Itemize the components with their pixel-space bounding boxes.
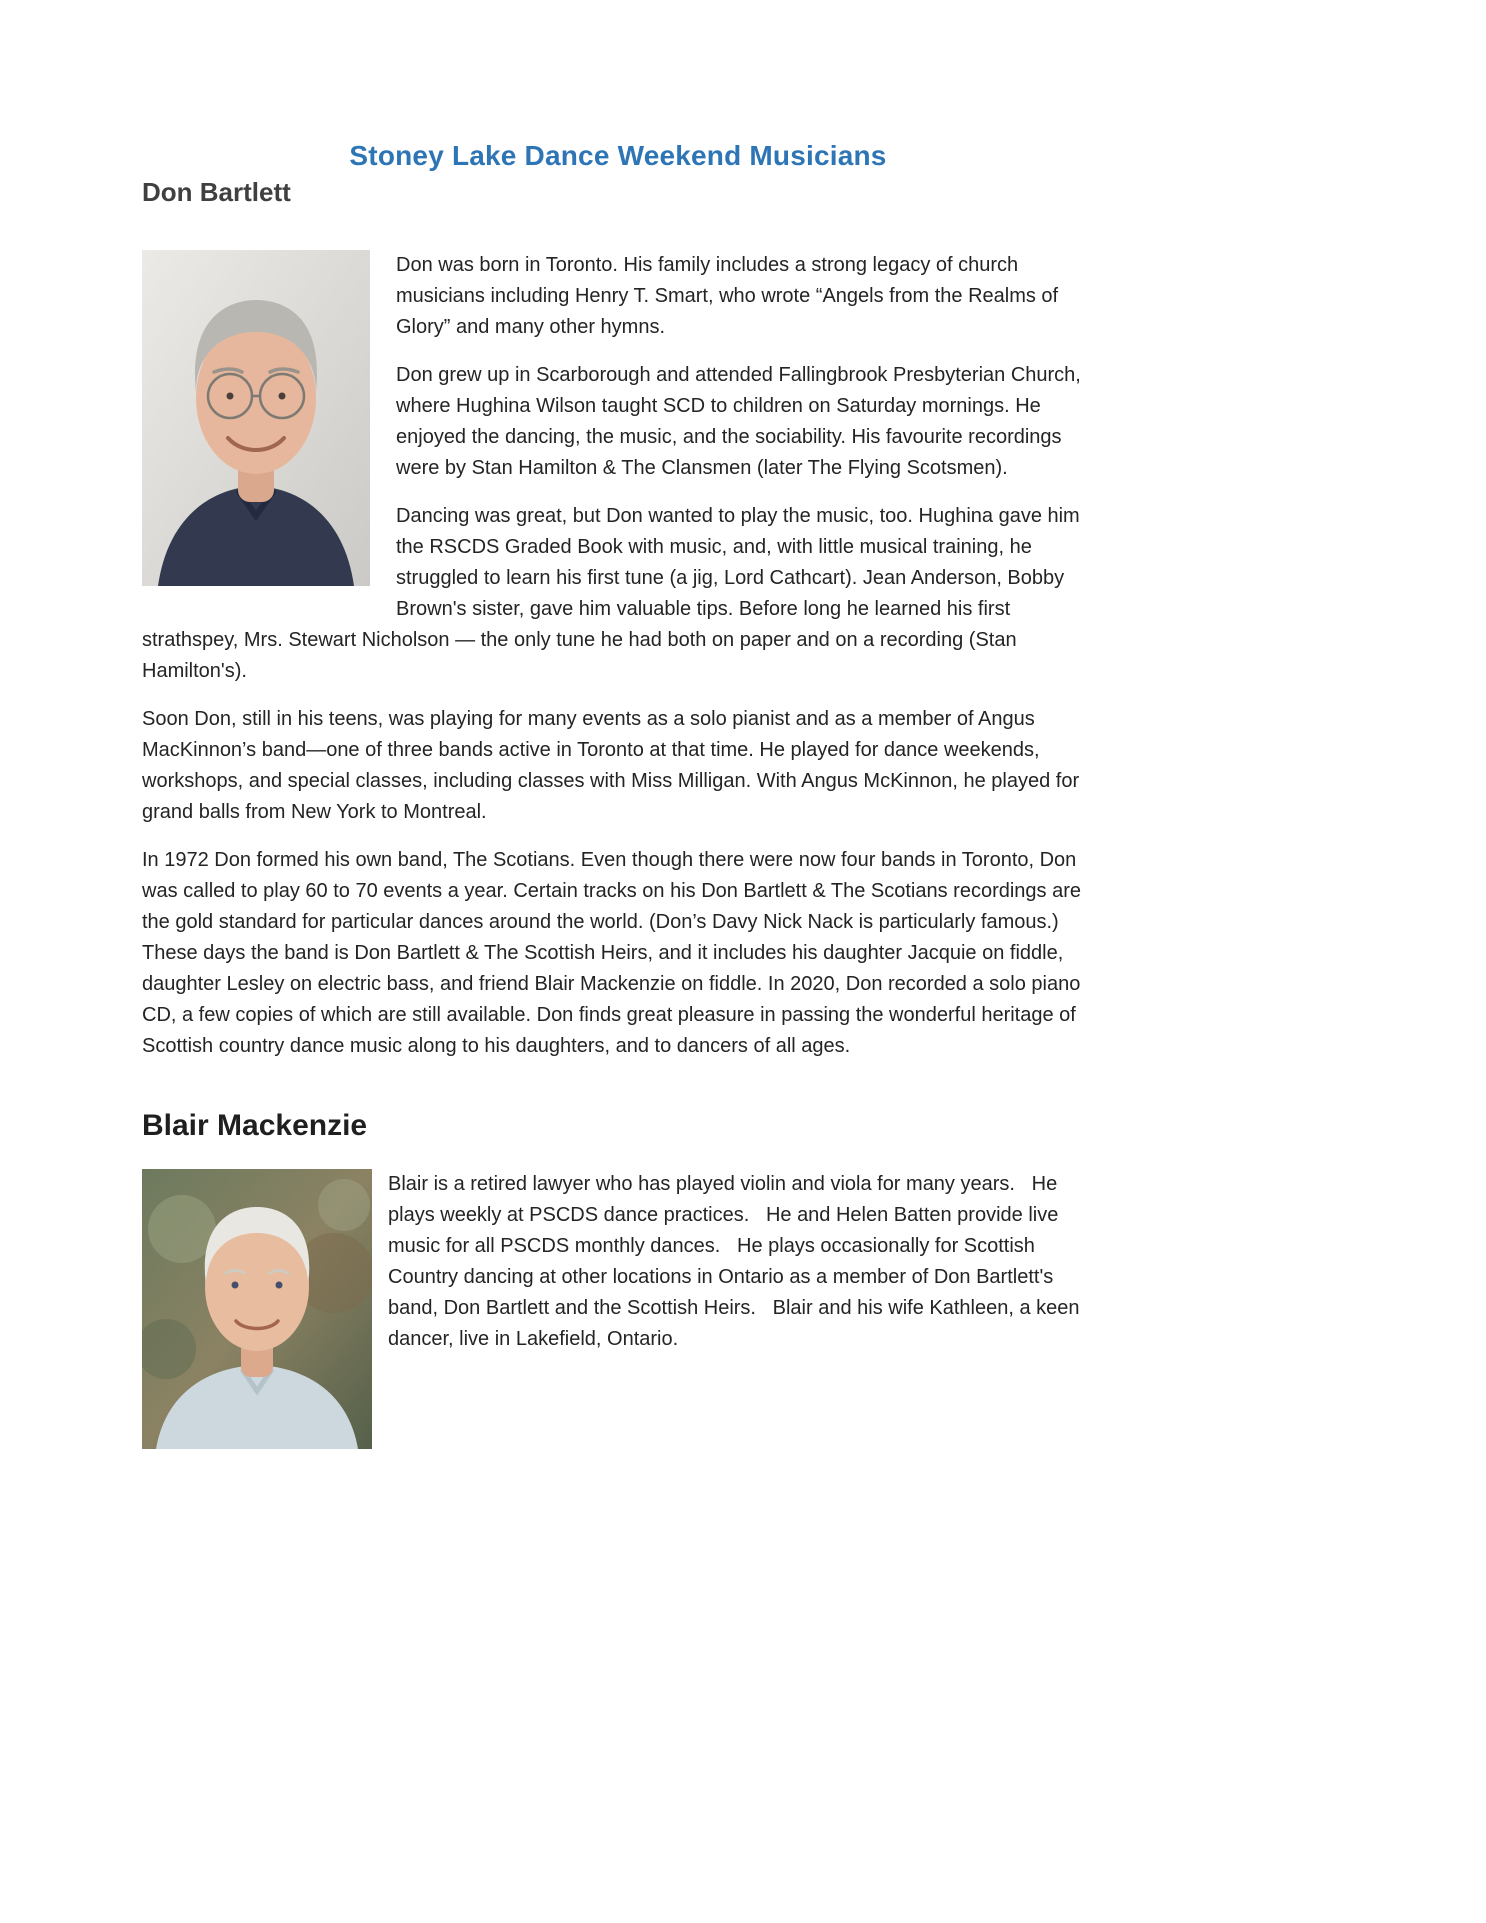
don-bartlett-photo bbox=[142, 250, 370, 586]
don-bartlett-heading: Don Bartlett bbox=[142, 177, 291, 207]
blair-portrait-illustration bbox=[142, 1169, 372, 1449]
don-paragraph-5: In 1972 Don formed his own band, The Scotians. Even though there were now four bands in Toronto, Don was called to play 60 to 70 events a year. Certain tracks on his Don Bartlett & The Scotians recordings are the gold standard for particular dances around the world. (Don’s Davy Nick Nack is particularly famous.) These days the band is Don Bartlett & The Scottish Heirs, and it includes his daughter Jacquie on fiddle, daughter Lesley on electric bass, and friend Blair Mackenzie on fiddle. In 2020, Don recorded a solo piano CD, a few copies of which are still available. Don finds great pleasure in passing the wonderful heritage of Scottish country dance music along to his daughters, and to dancers of all ages. bbox=[142, 849, 1082, 1057]
document-title: Stoney Lake Dance Weekend Musicians bbox=[349, 140, 887, 171]
don-paragraph-2: Don grew up in Scarborough and attended Fallingbrook Presbyterian Church, where Hughina Wilson taught SCD to children on Saturday mornings. He enjoyed the dancing, the music, and the sociability. His favourite recordings were by Stan Hamilton & The Clansmen (later The Flying Scotsmen). bbox=[396, 364, 1081, 479]
blair-mackenzie-heading: Blair Mackenzie bbox=[142, 1109, 368, 1142]
blair-paragraph-1: Blair is a retired lawyer who has played violin and viola for many years. He plays weekly at PSCDS dance practices. He and Helen Batten provide live music for all PSCDS monthly dances. He plays occasionally for Scottish Country dancing at other locations in Ontario as a member of Don Bartlett's band, Don Bartlett and the Scottish Heirs. Blair and his wife Kathleen, a keen dancer, live in Lakefield, Ontario. bbox=[388, 1173, 1086, 1350]
don-paragraph-3: Dancing was great, but Don wanted to play the music, too. Hughina gave him the RSCDS Graded Book with music, and, with little musical training, he struggled to learn his first tune (a jig, Lord Cathcart). Jean Anderson, Bobby Brown's sister, gave him valuable tips. Before long he learned his first strathspey, Mrs. Stewart Nicholson — the only tune he had both on paper and on a recording (Stan Hamilton's). bbox=[142, 505, 1080, 682]
blair-mackenzie-photo bbox=[142, 1169, 372, 1449]
don-bartlett-section bbox=[142, 250, 1094, 1079]
document-content bbox=[142, 140, 1094, 1463]
don-paragraph-4: Soon Don, still in his teens, was playing for many events as a solo pianist and as a member of Angus MacKinnon’s band—one of three bands active in Toronto at that time. He played for dance weekends, workshops, and special classes, including classes with Miss Milligan. With Angus McKinnon, he played for grand balls from New York to Montreal. bbox=[142, 708, 1080, 823]
blair-mackenzie-section bbox=[142, 1169, 1094, 1463]
don-portrait-illustration bbox=[142, 250, 370, 586]
don-paragraph-1: Don was born in Toronto. His family includes a strong legacy of church musicians including Henry T. Smart, who wrote “Angels from the Realms of Glory” and many other hymns. bbox=[396, 254, 1059, 338]
